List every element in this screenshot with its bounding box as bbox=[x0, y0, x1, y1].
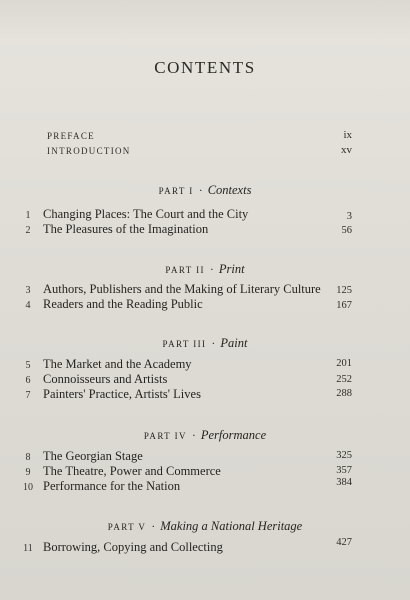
chapter-title: Readers and the Reading Public bbox=[43, 297, 203, 311]
chapter-number: 4 bbox=[25, 300, 31, 311]
chapter-title: Changing Places: The Court and the City bbox=[43, 207, 249, 221]
chapter-number: 5 bbox=[25, 360, 31, 371]
part-name: Contexts bbox=[207, 183, 252, 197]
chapter-page: 325 bbox=[336, 450, 352, 461]
part-label: PART V bbox=[107, 522, 147, 532]
chapter-page: 56 bbox=[341, 225, 352, 236]
chapter-number: 7 bbox=[25, 390, 31, 401]
separator-dot: · bbox=[198, 183, 203, 197]
page-title: CONTENTS bbox=[154, 58, 256, 77]
part-label: PART IV bbox=[143, 431, 187, 441]
chapter-title: The Theatre, Power and Commerce bbox=[43, 464, 221, 478]
chapter-page: 427 bbox=[336, 537, 352, 548]
chapter-number: 8 bbox=[25, 452, 31, 463]
chapter-page: 201 bbox=[336, 358, 352, 369]
chapter-title: Authors, Publishers and the Making of Literary Culture bbox=[43, 282, 321, 296]
front-matter-preface-label: PREFACE bbox=[47, 131, 95, 141]
part-heading bbox=[0, 183, 410, 198]
chapter-page: 357 bbox=[336, 465, 352, 476]
part-label: PART III bbox=[162, 339, 207, 349]
part-label: PART I bbox=[158, 186, 194, 196]
part-heading bbox=[0, 519, 410, 534]
chapter-number: 2 bbox=[25, 225, 31, 236]
chapter-title: The Pleasures of the Imagination bbox=[43, 222, 209, 236]
chapter-title: Painters' Practice, Artists' Lives bbox=[43, 387, 201, 401]
part-heading bbox=[0, 336, 410, 351]
page-shadow bbox=[0, 0, 410, 40]
chapter-title: Performance for the Nation bbox=[43, 479, 181, 493]
chapter-page: 252 bbox=[336, 374, 352, 385]
front-matter-preface-page: ix bbox=[343, 129, 352, 141]
chapter-number: 6 bbox=[25, 375, 31, 386]
part-name: Performance bbox=[200, 428, 267, 442]
part-name: Print bbox=[218, 262, 245, 276]
part-name: Making a National Heritage bbox=[160, 519, 303, 533]
chapter-title: Borrowing, Copying and Collecting bbox=[43, 540, 223, 554]
front-matter-introduction-page: xv bbox=[341, 144, 352, 156]
chapter-number: 1 bbox=[25, 210, 31, 221]
chapter-title: The Market and the Academy bbox=[43, 357, 192, 371]
chapter-page: 288 bbox=[336, 388, 352, 399]
chapter-number: 10 bbox=[23, 482, 33, 493]
chapter-page: 167 bbox=[336, 300, 352, 311]
chapter-page: 125 bbox=[336, 285, 352, 296]
part-name: Paint bbox=[220, 336, 248, 350]
chapter-page: 3 bbox=[346, 211, 352, 222]
separator-dot: · bbox=[151, 519, 156, 533]
part-heading bbox=[0, 262, 410, 277]
chapter-number: 11 bbox=[23, 543, 33, 554]
chapter-title: The Georgian Stage bbox=[43, 449, 143, 463]
chapter-title: Connoisseurs and Artists bbox=[43, 372, 168, 386]
separator-dot: · bbox=[191, 428, 196, 442]
part-label: PART II bbox=[165, 265, 205, 275]
front-matter-introduction-label: INTRODUCTION bbox=[47, 146, 131, 156]
part-heading bbox=[0, 428, 410, 443]
chapter-number: 3 bbox=[25, 285, 31, 296]
separator-dot: · bbox=[209, 262, 214, 276]
chapter-page: 384 bbox=[336, 477, 352, 488]
chapter-number: 9 bbox=[25, 467, 31, 478]
separator-dot: · bbox=[211, 336, 216, 350]
